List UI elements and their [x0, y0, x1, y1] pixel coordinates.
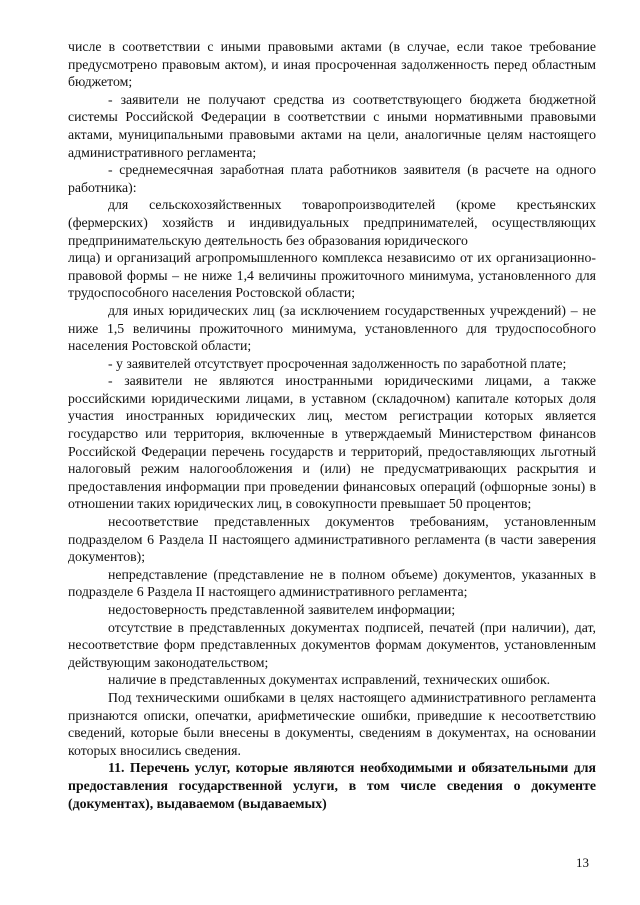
- paragraph-no-budget-funds: - заявители не получают средства из соответствующего бюджета бюджетной системы Российской Федерации в соответствии с иными нормативными правовыми актами, муниципальными правовыми актами на цели, аналогичные целям настоящего административного регламента;: [68, 91, 596, 160]
- paragraph-missing-signatures: отсутствие в представленных документах подписей, печатей (при наличии), дат, несоответствие форм представленных документов формам документов, установленным действующим законодательством;: [68, 619, 596, 670]
- paragraph-documents-not-submitted: непредставление (представление не в полном объеме) документов, указанных в подразделе 6 Раздела II настоящего административного регламента;: [68, 566, 596, 600]
- paragraph-corrections: наличие в представленных документах исправлений, технических ошибок.: [108, 672, 551, 688]
- paragraph-unreliable-info: недостоверность представленной заявителем информации;: [108, 602, 456, 617]
- paragraph-other-legal-entities: для иных юридических лиц (за исключением государственных учреждений) – не ниже 1,5 величины прожиточного минимума, установленного для трудоспособного населения Ростовской области;: [68, 302, 596, 354]
- paragraph-no-salary-debt: - у заявителей отсутствует просроченная задолженность по заработной плате;: [108, 355, 567, 371]
- section-11-heading: 11. Перечень услуг, которые являются необходимыми и обязательными для предоставления государственной услуги, в том числе сведения о документе (документах), выдаваемом (выдаваемых): [68, 760, 596, 811]
- paragraph-continuation: числе в соответствии с иными правовыми актами (в случае, если такое требование предусмотрено правовым актом), и иная просроченная задолженность перед областным бюджетом;: [68, 39, 596, 90]
- paragraph-average-salary: - среднемесячная заработная плата работников заявителя (в расчете на одного работника):: [68, 162, 596, 195]
- document-body: [68, 38, 596, 812]
- paragraph-technical-errors: Под техническими ошибками в целях настоящего административного регламента признаются описки, опечатки, арифметические ошибки, приведшие к несоответствию сведений, которые были внесены в документы, сведениям в документах, на основании которых вносились сведения.: [68, 689, 596, 758]
- paragraph-agricultural-producers: для сельскохозяйственных товаропроизводителей (кроме крестьянских (фермерских) хозяйств и индивидуальных предпринимателей, осуществляющих предпринимательскую деятельность без образования юридического: [68, 197, 596, 248]
- paragraph-documents-noncompliance: несоответствие представленных документов требованиям, установленным подразделом 6 Раздела II настоящего административного регламента (в части заверения документов);: [68, 514, 596, 565]
- paragraph-not-foreign-entities: - заявители не являются иностранными юридическими лицами, а также российскими юридическими лицами, в уставном (складочном) капитале которых доля участия иностранных юридических лиц, местом регистрации которых является государство или территория, включенные в утверждаемый Министерством финансов Российской Федерации перечень государств и территорий, предоставляющих льготный налоговый режим налогообложения и (или) не предусматривающих раскрытия и предоставления информации при проведении финансовых операций (офшорные зоны) в отношении таких юридических лиц, в совокупности превышает 50 процентов;: [68, 373, 596, 512]
- page-number: 13: [576, 855, 589, 870]
- paragraph-agro-organizations: лица) и организаций агропромышленного комплекса независимо от их организационно-правовой формы – не ниже 1,4 величины прожиточного минимума, установленного для трудоспособного населения Ростовской области;: [68, 250, 596, 301]
